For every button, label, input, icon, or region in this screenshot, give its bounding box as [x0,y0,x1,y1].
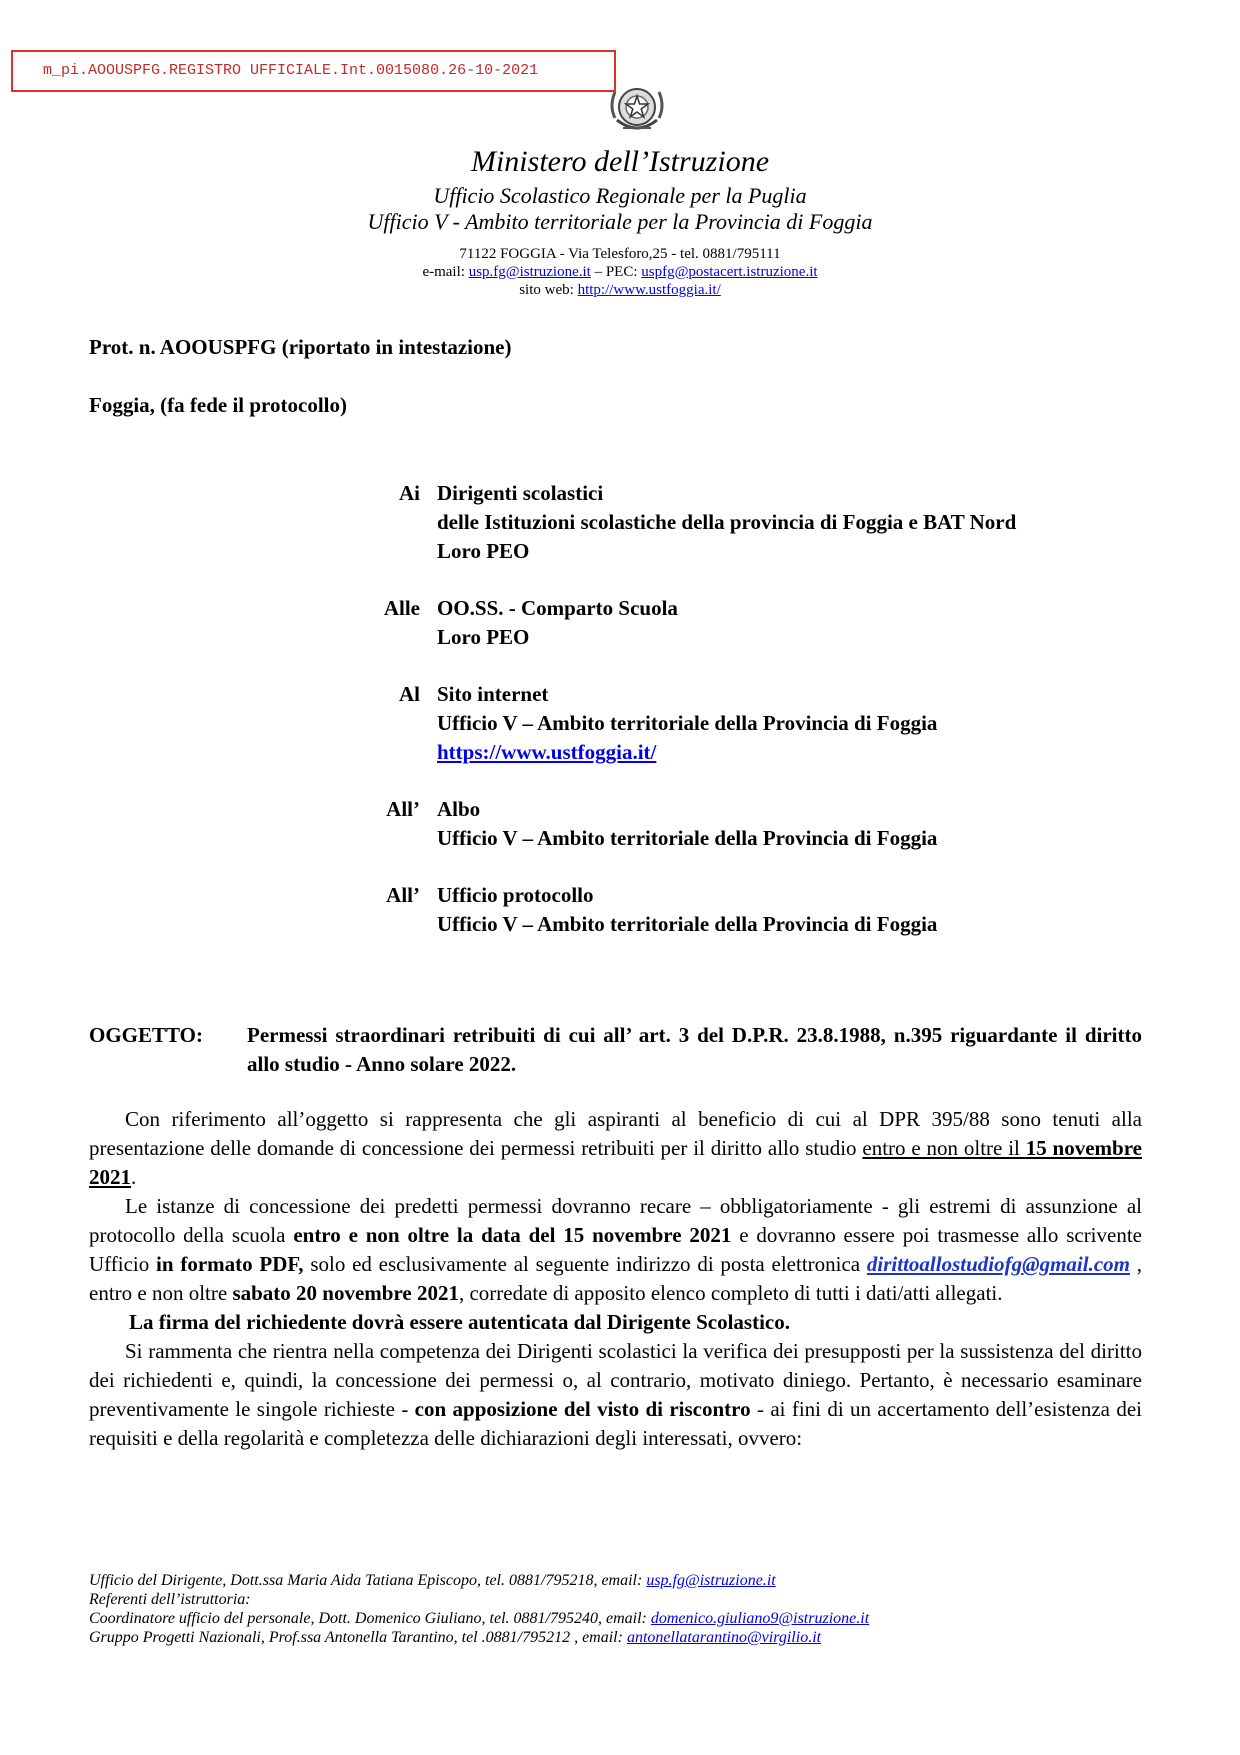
recipient-line: Ufficio V – Ambito territoriale della Provincia di Foggia [437,912,938,936]
recipient-line: Ufficio protocollo [437,883,594,907]
regional-office: Ufficio Scolastico Regionale per la Puglia [433,183,807,208]
subject-text: Permessi straordinari retribuiti di cui all’ art. 3 del D.P.R. 23.8.1988, n.395 riguardante il diritto allo studio - Anno solare 2022. [247,1023,1142,1076]
recipient-prefix: Ai [399,481,420,505]
body-bold: sabato 20 novembre 2021 [232,1281,459,1305]
italian-republic-emblem-icon [605,76,669,140]
paragraph-1 [89,1105,1142,1192]
footer-line [89,1609,1149,1628]
paragraph-2 [89,1192,1142,1308]
body-text: Le istanze di concessione dei predetti permessi dovranno recare – obbligatoriamente - gli estremi di assunzione al protocollo della scuola [89,1194,1142,1247]
office-website [0,281,1240,299]
protocol-stamp-text: m_pi.AOOUSPFG.REGISTRO UFFICIALE.Int.0015080.26-10-2021 [43,62,539,79]
office-email-link[interactable]: usp.fg@istruzione.it [468,264,591,280]
body-text: - ai fini di un accertamento dell’esistenza dei requisiti e della regolarità e completezza delle dichiarazioni degli interessati, ovvero: [89,1397,1142,1450]
place-date: Foggia, (fa fede il protocollo) [89,393,347,417]
recipient-prefix: All’ [386,797,420,821]
paragraph-4 [89,1337,1142,1453]
recipient-prefix: All’ [386,883,420,907]
website-link[interactable]: https://www.ustfoggia.it/ [437,740,657,764]
body-text: Si rammenta che rientra nella competenza dei Dirigenti scolastici la verifica dei presupposti per la sussistenza del diritto dei richiedenti e, quindi, la concessione dei permessi o, al contrario, motivato diniego. Pertanto, è necessario esaminare preventivamente le singole richieste - [89,1339,1142,1421]
protocol-stamp [11,50,616,92]
office-contacts [0,263,1240,281]
footer-text: Gruppo Progetti Nazionali, Prof.ssa Antonella Tarantino, tel .0881/795212 , email: [89,1629,627,1646]
recipient-line: Loro PEO [437,539,530,563]
recipient-line: OO.SS. - Comparto Scuola [437,596,678,620]
body-bold: entro e non oltre la data del 15 novembre 2021 [293,1223,732,1247]
footer-email-link[interactable]: antonellatarantino@virgilio.it [626,1629,822,1646]
body-bold: in formato PDF, [156,1252,304,1276]
footer-text: Coordinatore ufficio del personale, Dott. Domenico Giuliano, tel. 0881/795240, email: [89,1610,651,1627]
office-address: 71122 FOGGIA - Via Telesforo,25 - tel. 0881/795111 [459,246,781,262]
recipient-line: Dirigenti scolastici [437,481,604,505]
recipient-prefix: Al [399,682,420,706]
body-text: solo ed esclusivamente al seguente indirizzo di posta elettronica [303,1252,867,1276]
deadline-date: 15 novembre 2021 [89,1136,1142,1189]
body-text: entro e non oltre il [862,1136,1026,1160]
subject-label: OGGETTO: [89,1023,203,1047]
recipient-line: Loro PEO [437,625,530,649]
office-pec-link[interactable]: uspfg@postacert.istruzione.it [641,264,818,280]
footer-text: Ufficio del Dirigente, Dott.ssa Maria Aida Tatiana Episcopo, tel. 0881/795218, email: [89,1572,647,1589]
recipient-line: Ufficio V – Ambito territoriale della Provincia di Foggia [437,711,938,735]
body-text: Con riferimento all’oggetto si rappresenta che gli aspiranti al beneficio di cui al DPR 395/88 sono tenuti alla presentazione delle domande di concessione dei permessi retribuiti per il diritto allo studio [89,1107,1142,1160]
local-office: Ufficio V - Ambito territoriale per la Provincia di Foggia [367,209,873,234]
footer-line [89,1571,1149,1590]
recipient-line: Sito internet [437,682,549,706]
submission-email-link[interactable]: dirittoallostudiofg@gmail.com [866,1252,1130,1276]
paragraph-3: La firma del richiedente dovrà essere autenticata dal Dirigente Scolastico. [129,1310,790,1334]
email-label: e-mail: [422,264,469,280]
body-text: . [131,1165,137,1189]
body-bold: con apposizione del visto di riscontro [414,1397,751,1421]
letter-body [89,1105,1142,1453]
recipient-prefix: Alle [383,596,420,620]
web-label: sito web: [519,282,578,298]
footer-references [89,1571,1149,1647]
footer-line [89,1628,1149,1647]
footer-line: Referenti dell’istruttoria: [89,1591,251,1608]
footer-email-link[interactable]: domenico.giuliano9@istruzione.it [650,1610,870,1627]
recipient-line: delle Istituzioni scolastiche della provincia di Foggia e BAT Nord [437,510,1017,534]
pec-label: – PEC: [590,264,642,280]
recipient-line: Albo [437,797,481,821]
protocol-number: Prot. n. AOOUSPFG (riportato in intestazione) [89,335,512,359]
body-text: e dovranno essere poi trasmesse allo scrivente Ufficio [89,1223,1142,1276]
office-website-link[interactable]: http://www.ustfoggia.it/ [577,282,721,298]
ministry-title: Ministero dell’Istruzione [470,145,770,178]
recipient-line: Ufficio V – Ambito territoriale della Provincia di Foggia [437,826,938,850]
footer-email-link[interactable]: usp.fg@istruzione.it [646,1572,776,1589]
body-text: , entro e non oltre [89,1252,1143,1305]
body-text: , corredate di apposito elenco completo di tutti i dati/atti allegati. [458,1281,1003,1305]
